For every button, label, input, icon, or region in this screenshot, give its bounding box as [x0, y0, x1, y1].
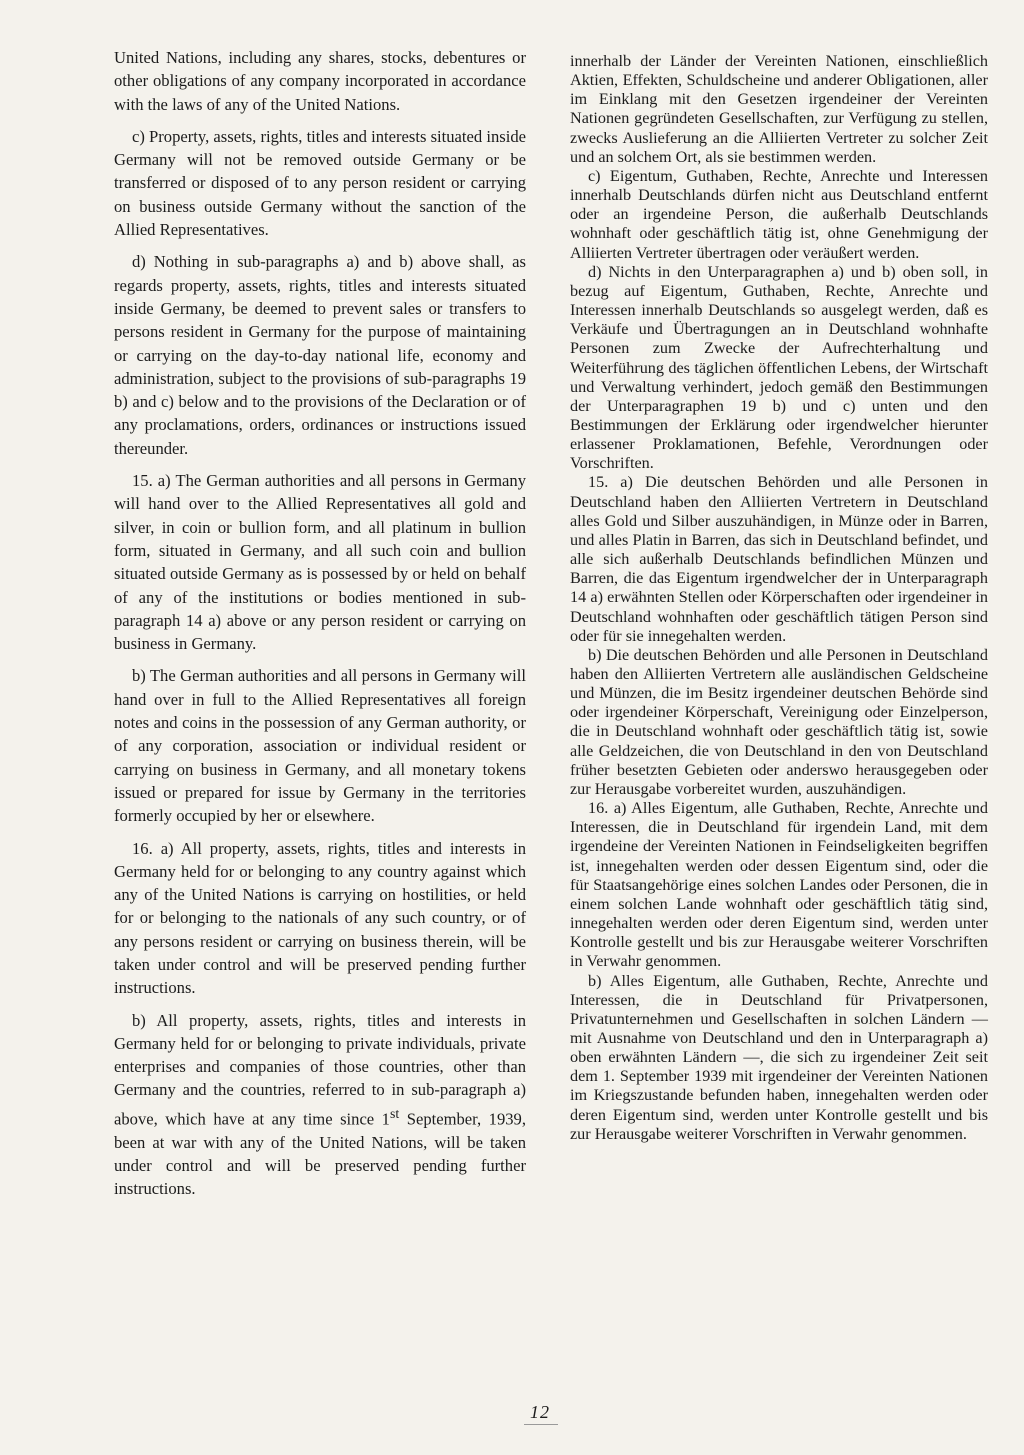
en-paragraph-15b: b) The German authorities and all persons in Germany will hand over in full to the Allied Representatives all foreign notes and coins in the possession of any German authority, or of any corporation, association or individual resident or carrying on business in Germany, and all monetary tokens issued or prepared for issue by Germany in the territories formerly occupied by her or elsewhere.: [114, 666, 526, 826]
german-column: [570, 52, 988, 1144]
en-paragraph-16b: [114, 1009, 526, 1201]
de-paragraph-continuation: innerhalb der Länder der Vereinten Nationen, einschließlich Aktien, Effekten, Schuldscheine und anderer Obligationen, aller im Einklang mit den Gesetzen irgendeiner der Vereinten Nationen gegründeten Gesellschaften, zur Verfügung zu stellen, zwecks Auslieferung an die Alliierten Vertreter zu solcher Zeit und an solchem Ort, als sie bestimmen werden.: [570, 52, 988, 166]
de-paragraph-16a: 16. a) Alles Eigentum, alle Guthaben, Rechte, Anrechte und Interessen, die in Deutschland für irgendein Land, mit dem irgendeine der Vereinten Nationen in Feindseligkeiten begriffen ist, innegehalten werden oder dessen Eigentum sind, oder die für Staatsangehörige eines solchen Landes oder Personen, die in einem solchen Lande wohnhaft oder geschäftlich tätig sind, innegehalten werden oder deren Eigentum sind, werden unter Kontrolle gestellt und bis zur Herausgabe weiterer Vorschriften in Verwahr genommen.: [570, 799, 988, 971]
en-16b-text-after: September, 1939, been at war with any of the United Nations, will be taken under control and will be preserved pending further instructions.: [114, 1109, 527, 1199]
en-paragraph-16a: 16. a) All property, assets, rights, titles and interests in Germany held for or belonging to any country against which any of the United Nations is carrying on hostilities, or held for or belonging to the nationals of any such country, or of any persons resident or carrying on business therein, will be taken under control and will be preserved pending further instructions.: [114, 838, 526, 998]
de-paragraph-15a: 15. a) Die deutschen Behörden und alle Personen in Deutschland haben den Alliierten Vertretern in Deutschland alles Gold und Silber auszuhändigen, in Münze oder in Barren, und alles Platin in Barren, das sich in Deutschland befindet, und alle sich außerhalb Deutschlands befindlichen Münzen und Barren, die das Eigentum irgendwelcher der in Unterparagraph 14 a) erwähnten Stellen oder Körperschaften oder irgendeiner in Deutschland wohnhaften oder geschäftlich tätigen Person sind oder für sie innegehalten werden.: [570, 473, 988, 645]
de-paragraph-14d: d) Nichts in den Unterparagraphen a) und b) oben soll, in bezug auf Eigentum, Guthaben, Rechte, Anrechte und Interessen innerhalb Deutschlands so ausgelegt werden, daß es Verkäufe und Übertragungen an in Deutschland wohnhafte Personen zum Zwecke der Aufrechterhaltung und Weiterführung des täglichen öffentlichen Lebens, der Wirtschaft und Verwaltung verhindert, jedoch gemäß den Bestimmungen der Unterparagraphen 19 b) und c) unten und den Bestimmungen der Erklärung oder irgendwelcher hierunter erlassener Proklamationen, Befehle, Verordnungen oder Vorschriften.: [570, 262, 988, 473]
en-16b-ordinal-suffix: st: [389, 1105, 400, 1121]
de-paragraph-15b: b) Die deutschen Behörden und alle Personen in Deutschland haben den Alliierten Vertretern alle ausländischen Geldscheine und Münzen, die im Besitz irgendeiner deutschen Behörde sind oder irgendeiner Körperschaft, Vereinigung oder Einzelperson, die in Deutschland wohnhaft oder geschäftlich tätig ist, sowie alle Geldzeichen, die von Deutschland in den von Deutschland früher besetzten Gebieten oder anderswo herausgegeben oder zur Herausgabe vorbereitet wurden, auszuhändigen.: [570, 645, 988, 798]
english-column: [114, 46, 526, 1209]
en-paragraph-continuation: United Nations, including any shares, stocks, debentures or other obligations of any company incorporated in accordance with the laws of any of the United Nations.: [114, 48, 526, 114]
de-paragraph-14c: c) Eigentum, Guthaben, Rechte, Anrechte und Interessen innerhalb Deutschlands dürfen nicht aus Deutschland entfernt oder an irgendeine Person, die außerhalb Deutschlands wohnhaft oder geschäftlich tätig ist, ohne Genehmigung der Alliierten Vertreter übertragen oder veräußert werden.: [570, 166, 988, 262]
en-paragraph-14c: c) Property, assets, rights, titles and interests situated inside Germany will not be removed outside Germany or be transferred or disposed of to any person resident or carrying on business outside Germany without the sanction of the Allied Representatives.: [114, 126, 526, 240]
en-paragraph-15a: 15. a) The German authorities and all persons in Germany will hand over to the Allied Representatives all gold and silver, in coin or bullion form, and all platinum in bullion form, situated in Germany, and all such coin and bullion situated outside Germany as is possessed by or held on behalf of any of the institutions or bodies mentioned in sub-paragraph 14 a) above or any person resident or carrying on business in Germany.: [114, 471, 526, 654]
en-16b-text-before: b) All property, assets, rights, titles and interests in Germany held for or belonging to private individuals, private enterprises and companies of those countries, other than Germany and the countries, referred to in sub-paragraph a) above, which have at any time since 1: [114, 1010, 526, 1129]
page-number: 12: [530, 1402, 550, 1422]
de-paragraph-16b: b) Alles Eigentum, alle Guthaben, Rechte, Anrechte und Interessen, die in Deutschland für Privatpersonen, Privatunternehmen und Gesellschaften in solchen Ländern — mit Ausnahme von Deutschland und den in Unterparagraph a) oben erwähnten Ländern —, die sich zu irgendeiner Zeit seit dem 1. September 1939 mit irgendeiner der Vereinten Nationen im Kriegszustande befunden haben, innegehalten werden oder deren Eigentum sind, werden unter Kontrolle gestellt und bis zur Herausgabe weiterer Vorschriften in Verwahr genommen.: [570, 971, 988, 1143]
en-paragraph-14d: d) Nothing in sub-paragraphs a) and b) above shall, as regards property, assets, rights, titles and interests situated inside Germany, be deemed to prevent sales or transfers to persons resident in Germany for the purpose of maintaining or carrying on the day-to-day national life, economy and administration, subject to the provisions of sub-paragraphs 19 b) and c) below and to the provisions of the Declaration or of any proclamations, orders, ordinances or instructions issued thereunder.: [114, 252, 526, 458]
page-number-rule: [524, 1424, 558, 1425]
